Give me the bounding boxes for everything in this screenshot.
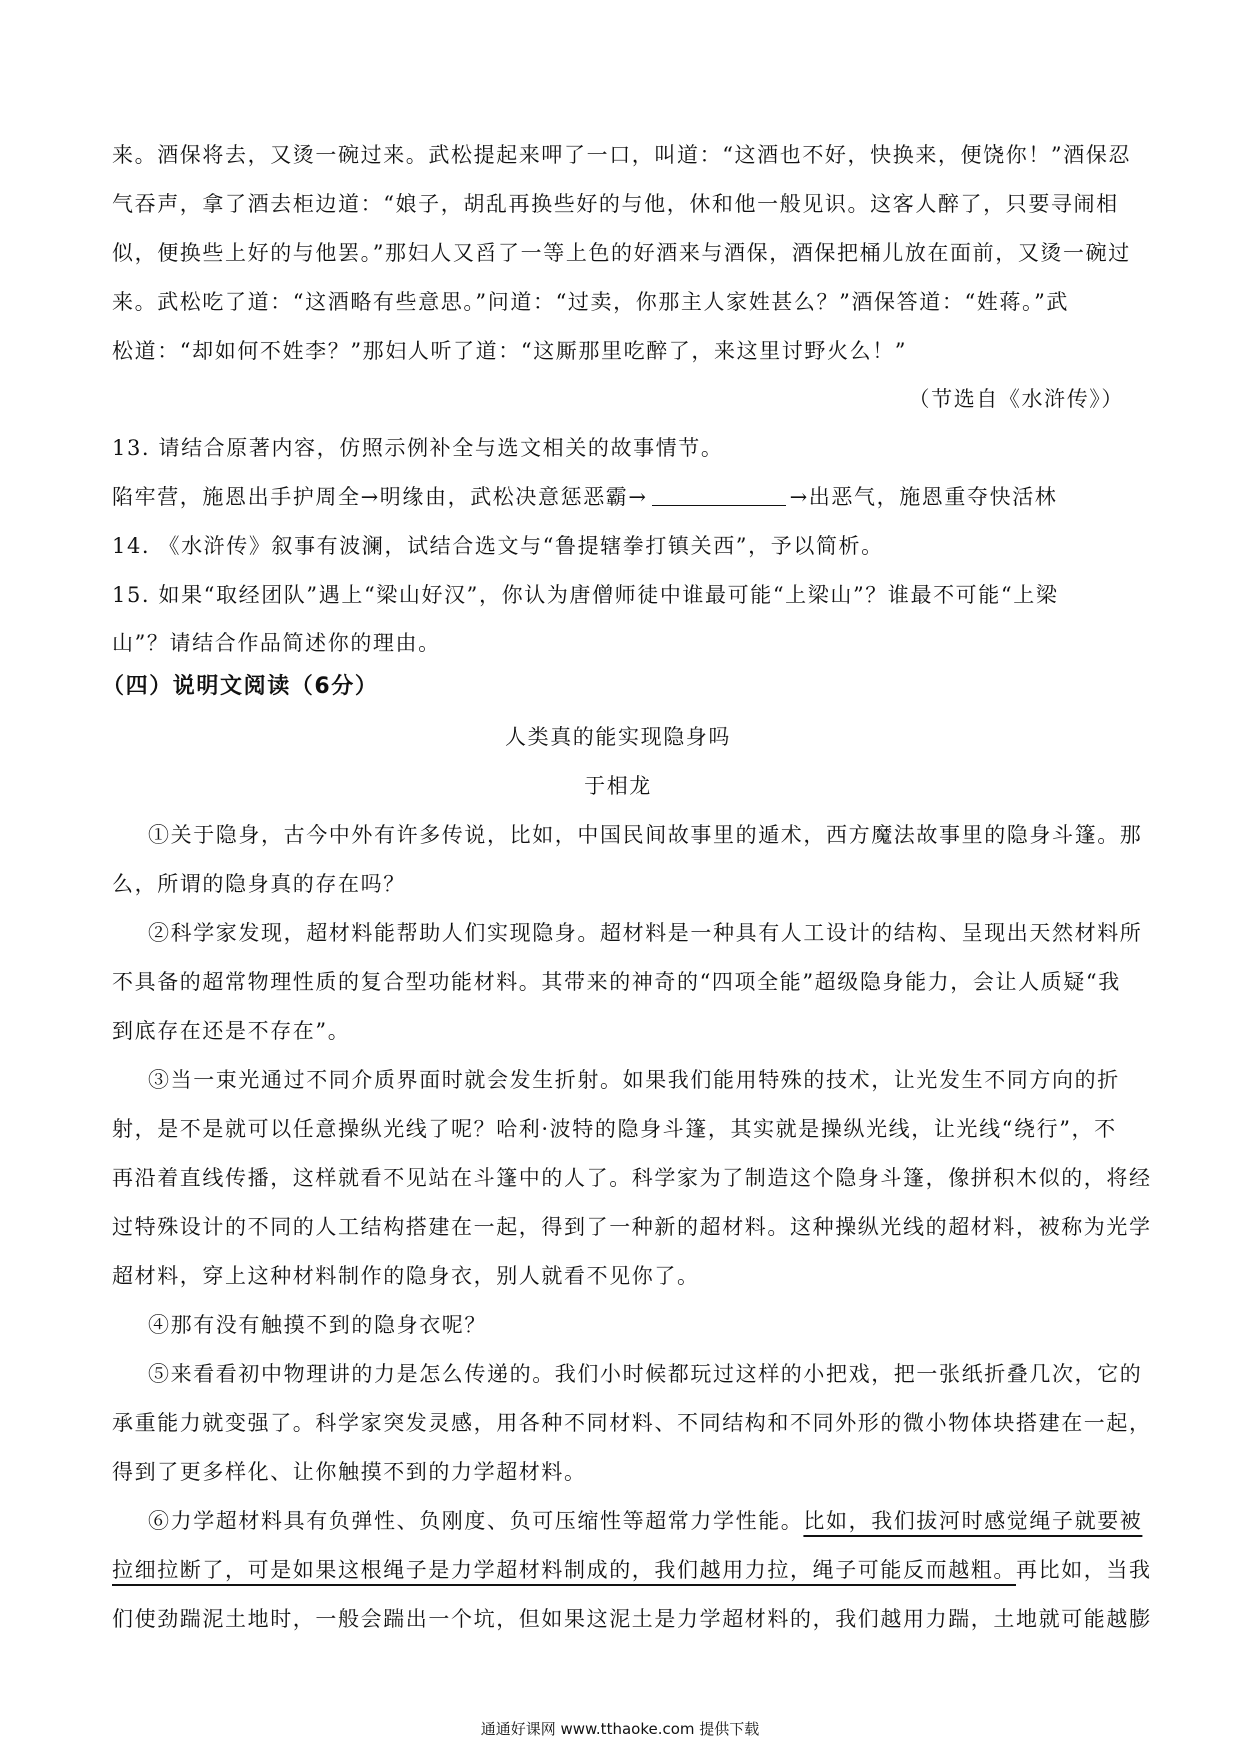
article-line: 射，是不是就可以任意操纵光线了呢？哈利·波特的隐身斗篷，其实就是操纵光线，让光线“绕行”，不 [112, 1117, 1117, 1141]
article-line: ④那有没有触摸不到的隐身衣呢？ [148, 1313, 487, 1337]
para6-underlined: 比如，我们拔河时感觉绳子就要被 [803, 1509, 1143, 1533]
para6-underlined: 拉细拉断了，可是如果这根绳子是力学超材料制成的，我们越用力拉，绳子可能反而越粗。 [112, 1558, 1016, 1582]
question-13-prompt: 13. 请结合原著内容，仿照示例补全与选文相关的故事情节。 [112, 436, 724, 460]
para6-line: 们使劲踹泥土地时，一般会踹出一个坑，但如果这泥土是力学超材料的，我们越用力踹，土地就可能越膨 [112, 1607, 1152, 1631]
article-line: 到底存在还是不存在”。 [112, 1019, 351, 1043]
chain-after: →出恶气，施恩重夺快活林 [789, 485, 1058, 509]
section-heading: （四）说明文阅读（6分） [102, 674, 379, 699]
passage-line: 来。武松吃了道：“这酒略有些意思。”问道：“过卖，你那主人家姓甚么？”酒保答道：“姓蒋。”武 [112, 290, 1070, 314]
question-15-line: 山”？请结合作品简述你的理由。 [112, 631, 441, 655]
article-line: 过特殊设计的不同的人工结构搭建在一起，得到了一种新的超材料。这种操纵光线的超材料，被称为光学 [112, 1215, 1152, 1239]
article-line: 超材料，穿上这种材料制作的隐身衣，别人就看不见你了。 [112, 1264, 700, 1288]
article-line: ③当一束光通过不同介质界面时就会发生折射。如果我们能用特殊的技术，让光发生不同方向的折 [148, 1068, 1120, 1092]
para6-line [148, 1506, 1160, 1536]
page-footer: 通通好课网 www.tthaoke.com 提供下载 [480, 1720, 760, 1738]
article-line: ②科学家发现，超材料能帮助人们实现隐身。超材料是一种具有人工设计的结构、呈现出天然材料所 [148, 921, 1143, 945]
article-line: ⑤来看看初中物理讲的力是怎么传递的。我们小时候都玩过这样的小把戏，把一张纸折叠几次，它的 [148, 1362, 1143, 1386]
para6-plain: ⑥力学超材料具有负弹性、负刚度、负可压缩性等超常力学性能。 [148, 1509, 804, 1533]
passage-line: 松道：“却如何不姓李？”那妇人听了道：“这厮那里吃醉了，来这里讨野火么！” [112, 339, 908, 363]
chain-before: 陷牢营，施恩出手护周全→明缘由，武松决意惩恶霸→ [112, 485, 648, 509]
article-line: 不具备的超常物理性质的复合型功能材料。其带来的神奇的“四项全能”超级隐身能力，会让人质疑“我 [112, 970, 1121, 994]
article-line: ①关于隐身，古今中外有许多传说，比如，中国民间故事里的遁术，西方魔法故事里的隐身斗篷。那 [148, 823, 1143, 847]
question-15-line: 15. 如果“取经团队”遇上“梁山好汉”，你认为唐僧师徒中谁最可能“上梁山”？谁最不可能“上梁 [112, 583, 1059, 607]
source-note: （节选自《水浒传》） [908, 387, 1124, 411]
question-14: 14. 《水浒传》叙事有波澜，试结合选文与“鲁提辖拳打镇关西”，予以简析。 [112, 534, 884, 558]
article-line: 承重能力就变强了。科学家突发灵感，用各种不同材料、不同结构和不同外形的微小物体块搭建在一起， [112, 1411, 1152, 1435]
article-line: 得到了更多样化、让你触摸不到的力学超材料。 [112, 1460, 587, 1484]
article-line: 再沿着直线传播，这样就看不见站在斗篷中的人了。科学家为了制造这个隐身斗篷，像拼积木似的，将经 [112, 1166, 1152, 1190]
para6-plain: 再比如，当我 [1016, 1558, 1152, 1582]
passage-line: 似，便换些上好的与他罢。”那妇人又舀了一等上色的好酒来与酒保，酒保把桶儿放在面前，又烫一碗过 [112, 241, 1131, 265]
answer-blank[interactable] [652, 485, 786, 506]
article-title: 人类真的能实现隐身吗 [505, 725, 731, 749]
para6-line [112, 1555, 1152, 1585]
passage-line: 气吞声，拿了酒去柜边道：“娘子，胡乱再换些好的与他，休和他一般见识。这客人醉了，只要寻闹相 [112, 192, 1119, 216]
passage-line: 来。酒保将去，又烫一碗过来。武松提起来呷了一口，叫道：“这酒也不好，快换来，便饶你！”酒保忍 [112, 143, 1132, 167]
question-13-chain [112, 482, 1124, 512]
article-author: 于相龙 [584, 774, 652, 798]
article-line: 么，所谓的隐身真的存在吗？ [112, 872, 406, 896]
